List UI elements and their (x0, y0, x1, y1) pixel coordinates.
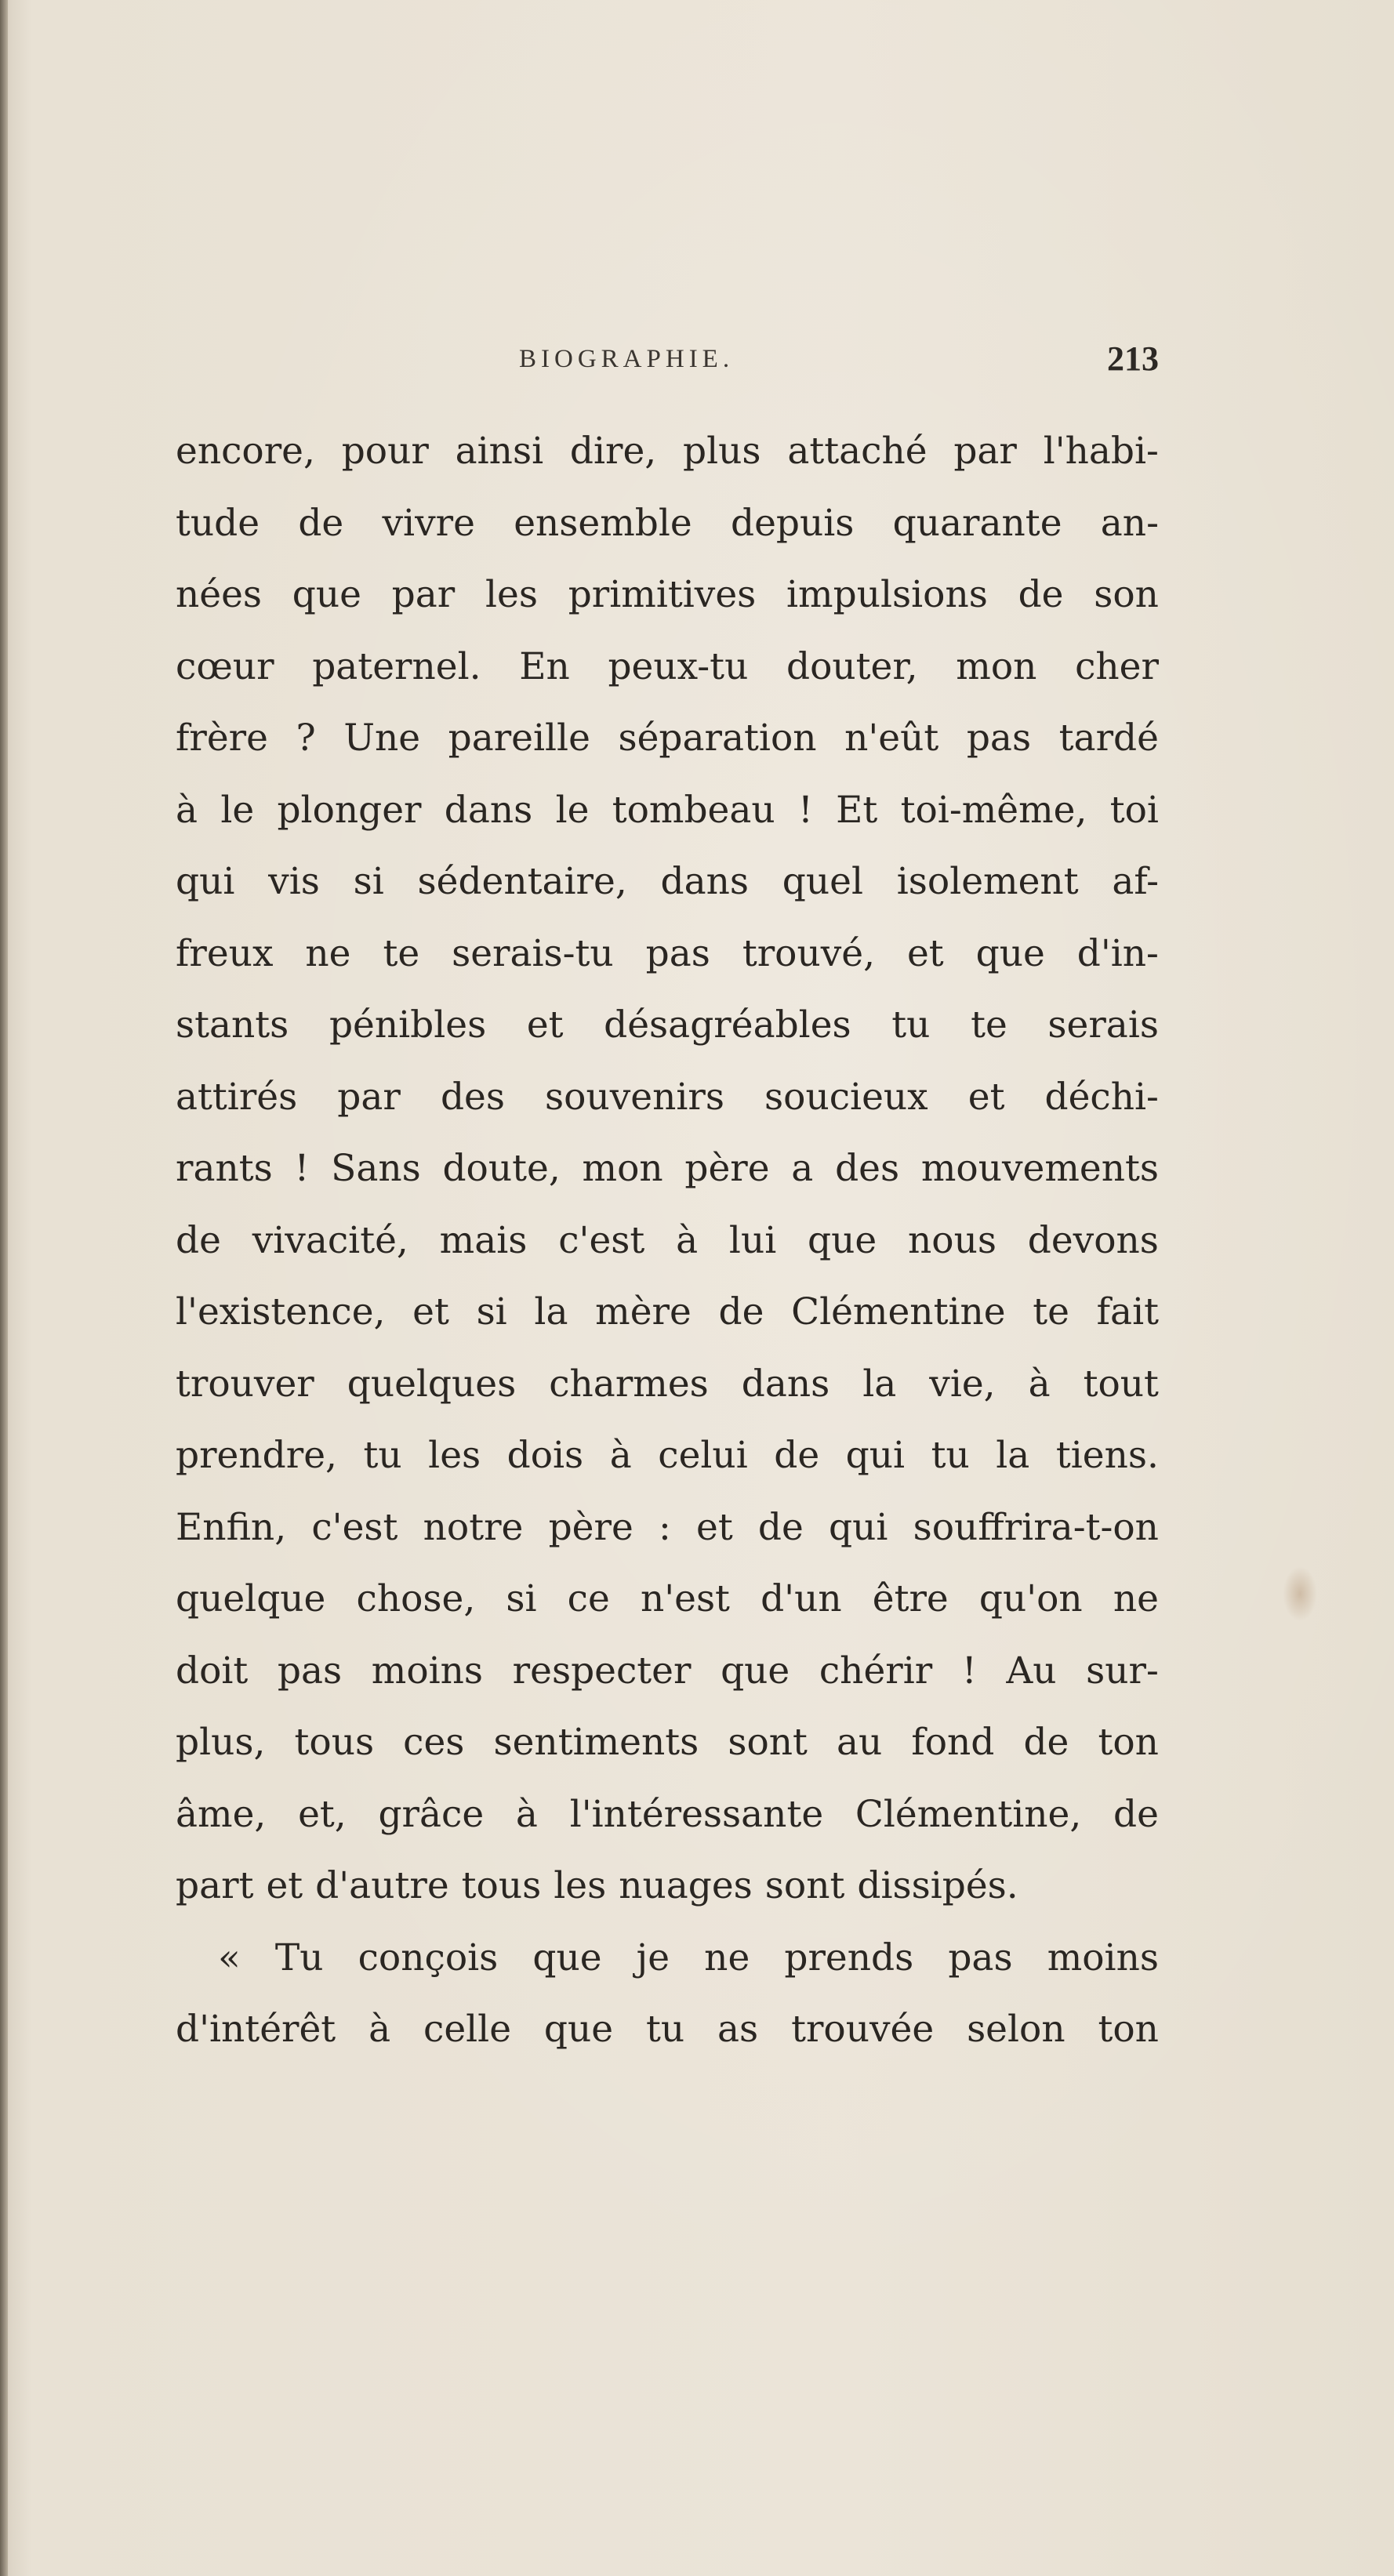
word: qui (176, 860, 235, 903)
word: te (971, 1003, 1007, 1047)
word: si (353, 860, 384, 903)
word: par (953, 430, 1017, 473)
word: déchi- (1044, 1075, 1159, 1119)
word: que (292, 573, 361, 616)
word: trouver (176, 1362, 314, 1406)
word: quarante (892, 501, 1062, 545)
word: ensemble (514, 501, 692, 545)
word: stants (176, 1003, 289, 1047)
word: quelque (176, 1577, 326, 1620)
word: de (1113, 1792, 1159, 1836)
text-line (176, 1707, 1159, 1779)
text-line (176, 702, 1159, 775)
word: toi-même, (900, 788, 1087, 832)
page-edge (0, 0, 8, 2576)
word: l'intéressante (569, 1792, 824, 1836)
word: af- (1112, 860, 1159, 903)
word: qu'on (978, 1577, 1083, 1620)
word: plus, (176, 1721, 266, 1764)
word: impulsions (786, 573, 988, 616)
word: mouvements (920, 1147, 1159, 1190)
word: prendre, (176, 1434, 337, 1477)
word: rants (176, 1147, 273, 1190)
word: de (176, 1218, 221, 1262)
word: souffrira-t-on (913, 1505, 1159, 1549)
word: pas (948, 1936, 1013, 1979)
word: doute, (442, 1147, 561, 1190)
word: l'existence, (176, 1290, 386, 1333)
word: charmes (549, 1362, 709, 1406)
text-line (176, 775, 1159, 847)
word: pour (341, 430, 429, 473)
word: nuages (619, 1864, 753, 1907)
word: mon (582, 1147, 663, 1190)
word: par (391, 573, 456, 616)
word: père (548, 1505, 633, 1549)
word: ces (403, 1721, 465, 1764)
word: le (555, 788, 590, 832)
word: plonger (277, 788, 422, 832)
word: et (967, 1075, 1005, 1119)
word: la (996, 1434, 1030, 1477)
word: doit (176, 1649, 249, 1693)
word: quelques (347, 1362, 517, 1406)
word: cher (1075, 644, 1159, 688)
text-line (176, 1205, 1159, 1277)
text-line (176, 989, 1159, 1061)
word: que (543, 2008, 614, 2051)
word: fond (911, 1721, 995, 1764)
text-line (176, 1563, 1159, 1635)
word: je (636, 1936, 670, 1979)
word: ! (797, 788, 813, 832)
word: à (1028, 1362, 1051, 1406)
word: sédentaire, (417, 860, 627, 903)
word: moins (371, 1649, 484, 1693)
word: vis (268, 860, 320, 903)
word: prends (784, 1936, 914, 1979)
word: vivacité, (252, 1218, 408, 1262)
word: âme, (176, 1792, 267, 1836)
word: être (872, 1577, 949, 1620)
word: de (757, 1505, 804, 1549)
word: pas (966, 717, 1032, 760)
word: son (1094, 573, 1159, 616)
word: depuis (730, 501, 855, 545)
word: toi (1109, 788, 1159, 832)
word: que (721, 1649, 790, 1693)
word: ? (296, 717, 316, 760)
word: « (218, 1936, 241, 1979)
word: dois (506, 1434, 584, 1477)
word: et (412, 1290, 449, 1333)
word: notre (423, 1505, 524, 1549)
word: à (368, 2008, 391, 2051)
word: que (975, 931, 1045, 975)
word: dans (741, 1362, 830, 1406)
word: Sans (331, 1147, 421, 1190)
word: à (676, 1218, 699, 1262)
word: au (836, 1721, 883, 1764)
word: selon (967, 2008, 1065, 2051)
paper-stain (1283, 1566, 1317, 1621)
word: si (506, 1577, 537, 1620)
word: quel (782, 860, 863, 903)
word: Tu (274, 1936, 324, 1979)
text-line (176, 1994, 1159, 2066)
text-line (176, 559, 1159, 631)
word: tu (931, 1434, 970, 1477)
word: de (1018, 573, 1064, 616)
word: fait (1096, 1290, 1159, 1333)
word: sont (728, 1721, 808, 1764)
text-line (176, 1635, 1159, 1707)
word: la (862, 1362, 897, 1406)
word: En (519, 644, 570, 688)
word: Clémentine, (855, 1792, 1082, 1836)
word: tous (294, 1721, 375, 1764)
word: tout (1083, 1362, 1159, 1406)
word: de (774, 1434, 820, 1477)
word: pas (277, 1649, 343, 1693)
word: père (684, 1147, 770, 1190)
word: ne (1113, 1577, 1159, 1620)
word: d'autre (315, 1864, 449, 1907)
word: dans (444, 788, 533, 832)
text-line (176, 1779, 1159, 1851)
word: des (440, 1075, 505, 1119)
word: douter, (786, 644, 918, 688)
word: serais-tu (452, 931, 614, 975)
word: de (1023, 1721, 1069, 1764)
word: frère (176, 717, 268, 760)
page-header (176, 336, 1159, 383)
word: et (266, 1864, 303, 1907)
word: et (526, 1003, 564, 1047)
word: devons (1027, 1218, 1159, 1262)
word: lui (728, 1218, 777, 1262)
text-line (176, 1276, 1159, 1348)
word: dire, (569, 430, 657, 473)
word: ! (294, 1147, 310, 1190)
word: et (696, 1505, 733, 1549)
word: pénibles (329, 1003, 487, 1047)
word: et (906, 931, 944, 975)
word: tu (891, 1003, 931, 1047)
word: ne (305, 931, 351, 975)
word: ton (1098, 2008, 1159, 2051)
word: primitives (568, 573, 757, 616)
word: séparation (618, 717, 817, 760)
word: Enfin, (176, 1505, 287, 1549)
running-title: BIOGRAPHIE. (519, 345, 735, 373)
word: tiens. (1055, 1434, 1159, 1477)
word: pas (645, 931, 710, 975)
word: des (835, 1147, 900, 1190)
word: que (808, 1218, 877, 1262)
word: tu (645, 2008, 685, 2051)
word: moins (1047, 1936, 1159, 1979)
word: tombeau (612, 788, 775, 832)
text-line (176, 1922, 1159, 1994)
word: ainsi (455, 430, 544, 473)
word: mais (439, 1218, 528, 1262)
word: les (485, 573, 538, 616)
word: mère (595, 1290, 692, 1333)
word: plus (683, 430, 761, 473)
word: c'est (311, 1505, 398, 1549)
text-line (176, 918, 1159, 990)
word: part (176, 1864, 254, 1907)
word: Au (1006, 1649, 1057, 1693)
word: te (1033, 1290, 1069, 1333)
word: vivre (382, 501, 475, 545)
word: freux (176, 931, 274, 975)
page-number: 213 (1107, 339, 1159, 378)
word: dissipés. (857, 1864, 1018, 1907)
word: à (176, 788, 198, 832)
word: te (383, 931, 420, 975)
text-line (176, 1133, 1159, 1205)
word: tous (461, 1864, 542, 1907)
text-line (176, 488, 1159, 560)
word: conçois (358, 1936, 499, 1979)
text-line (176, 1850, 1159, 1922)
word: celle (423, 2008, 512, 2051)
text-line (176, 846, 1159, 918)
word: trouvé, (742, 931, 876, 975)
word: qui (845, 1434, 906, 1477)
word: n'eût (844, 717, 939, 760)
word: tu (363, 1434, 402, 1477)
word: Clémentine (791, 1290, 1006, 1333)
word: grâce (378, 1792, 485, 1836)
word: nées (176, 573, 263, 616)
text-line (176, 1492, 1159, 1564)
word: a (791, 1147, 814, 1190)
word: mon (956, 644, 1037, 688)
word: nous (908, 1218, 996, 1262)
word: l'habi- (1043, 430, 1159, 473)
word: et, (298, 1792, 347, 1836)
word: respecter (512, 1649, 692, 1693)
text-line (176, 415, 1159, 488)
word: as (717, 2008, 759, 2051)
word: dans (660, 860, 750, 903)
word: sur- (1086, 1649, 1159, 1693)
word: ce (567, 1577, 610, 1620)
word: peux-tu (608, 644, 749, 688)
word: les (554, 1864, 607, 1907)
word: d'intérêt (176, 2008, 336, 2051)
text-line (176, 1348, 1159, 1420)
word: la (534, 1290, 568, 1333)
word: le (220, 788, 255, 832)
word: à (515, 1792, 538, 1836)
word: paternel. (312, 644, 481, 688)
word: d'in- (1076, 931, 1159, 975)
word: de (298, 501, 344, 545)
body-text (176, 415, 1159, 2066)
word: serais (1047, 1003, 1159, 1047)
word: Une (343, 717, 421, 760)
word: si (476, 1290, 507, 1333)
word: d'un (761, 1577, 842, 1620)
word: chérir (819, 1649, 933, 1693)
word: pareille (448, 717, 590, 760)
word: Et (836, 788, 878, 832)
word: ne (704, 1936, 750, 1979)
word: soucieux (764, 1075, 928, 1119)
word: sont (764, 1864, 845, 1907)
word: tude (176, 501, 260, 545)
word: isolement (896, 860, 1079, 903)
word: par (337, 1075, 401, 1119)
word: c'est (558, 1218, 645, 1262)
word: à (609, 1434, 632, 1477)
word: an- (1100, 501, 1159, 545)
word: chose, (356, 1577, 476, 1620)
word: de (718, 1290, 764, 1333)
word: cœur (176, 644, 274, 688)
text-line (176, 631, 1159, 703)
word: les (428, 1434, 481, 1477)
word: encore, (176, 430, 315, 473)
word: vie, (929, 1362, 996, 1406)
text-line (176, 1061, 1159, 1134)
word: qui (829, 1505, 888, 1549)
word: attaché (787, 430, 928, 473)
word: celui (658, 1434, 748, 1477)
word: que (532, 1936, 602, 1979)
word: : (658, 1505, 671, 1549)
word: souvenirs (545, 1075, 724, 1119)
word: trouvée (791, 2008, 935, 2051)
word: ton (1098, 1721, 1159, 1764)
word: désagréables (604, 1003, 851, 1047)
word: tardé (1058, 717, 1159, 760)
word: attirés (176, 1075, 298, 1119)
word: sentiments (493, 1721, 699, 1764)
text-line (176, 1420, 1159, 1492)
word: ! (961, 1649, 977, 1693)
word: n'est (640, 1577, 730, 1620)
